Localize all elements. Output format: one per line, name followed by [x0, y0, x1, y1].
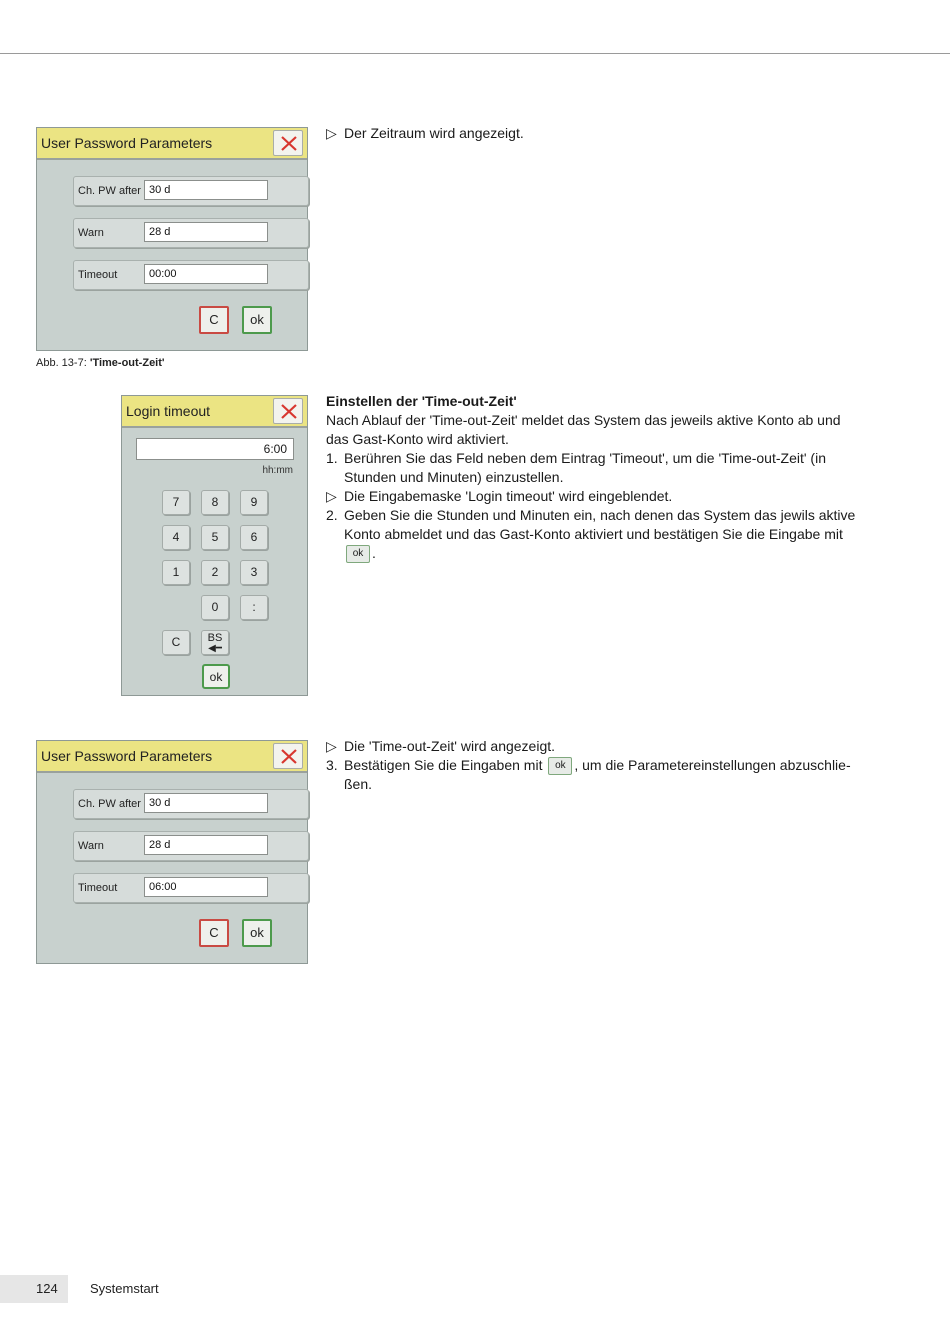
cancel-button[interactable]: C: [199, 306, 229, 334]
chapter-title: Systemstart: [90, 1281, 159, 1296]
param-row-timeout: [73, 260, 309, 290]
param-row-ch-pw-after: [73, 789, 309, 819]
dialog-header: [122, 396, 307, 428]
user-password-parameters-dialog: [36, 127, 308, 351]
inline-ok-button-icon: ok: [548, 757, 572, 775]
backspace-key[interactable]: BS ◀━: [201, 630, 229, 655]
user-password-parameters-dialog-updated: [36, 740, 308, 964]
text-block-2: [326, 392, 866, 563]
step-3: 3. Bestätigen Sie die Eingaben mit ok , um die Parametereinstellungen abzuschlie-ßen.: [326, 757, 851, 793]
param-row-ch-pw-after: [73, 176, 309, 206]
result-line: ▷ Die 'Time-out-Zeit' wird angezeigt.: [326, 738, 556, 754]
param-row-warn: [73, 218, 309, 248]
close-button[interactable]: [273, 743, 303, 769]
display-unit-label: hh:mm: [262, 465, 293, 476]
ok-button[interactable]: ok: [242, 919, 272, 947]
key-5[interactable]: 5: [201, 525, 229, 550]
key-colon[interactable]: :: [240, 595, 268, 620]
ch-pw-after-field[interactable]: 30 d: [144, 793, 268, 813]
page-number: 124: [36, 1281, 58, 1296]
dialog-header: [37, 741, 307, 773]
key-0[interactable]: 0: [201, 595, 229, 620]
result-triangle-icon: ▷: [326, 488, 337, 504]
param-label: Timeout: [78, 882, 118, 894]
param-label: Warn: [78, 227, 104, 239]
key-8[interactable]: 8: [201, 490, 229, 515]
cancel-button[interactable]: C: [199, 919, 229, 947]
intro-paragraph: Nach Ablauf der 'Time-out-Zeit' meldet das System das jeweils aktive Konto ab und das Gast-Konto wird aktiviert.: [326, 412, 841, 447]
section-heading: Einstellen der 'Time-out-Zeit': [326, 393, 517, 409]
dialog-title: User Password Parameters: [41, 748, 213, 764]
ok-key[interactable]: ok: [202, 664, 230, 689]
result-line: ▷ Der Zeitraum wird angezeigt.: [326, 125, 524, 141]
ok-button[interactable]: ok: [242, 306, 272, 334]
step-2: 2. Geben Sie die Stunden und Minuten ein, nach denen das System das jewils aktive Konto abmeldet und das Gast-Konto aktiviert und bestätigen Sie die Eingabe mit ok .: [326, 506, 866, 563]
warn-field[interactable]: 28 d: [144, 835, 268, 855]
key-4[interactable]: 4: [162, 525, 190, 550]
ch-pw-after-field[interactable]: 30 d: [144, 180, 268, 200]
timeout-field[interactable]: 06:00: [144, 877, 268, 897]
param-label: Ch. PW after: [78, 798, 141, 810]
figure-caption: Abb. 13-7: 'Time-out-Zeit': [36, 357, 165, 369]
close-button[interactable]: [273, 130, 303, 156]
result-triangle-icon: ▷: [326, 738, 337, 754]
close-icon: [280, 135, 298, 152]
warn-field[interactable]: 28 d: [144, 222, 268, 242]
result-triangle-icon: ▷: [326, 125, 337, 141]
time-display[interactable]: 6:00: [136, 438, 294, 460]
close-button[interactable]: [273, 398, 303, 424]
page-number-box: [0, 1275, 68, 1303]
text-block-1: [326, 124, 866, 143]
login-timeout-dialog: [121, 395, 308, 696]
clear-key[interactable]: C: [162, 630, 190, 655]
backspace-arrow-icon: ◀━: [208, 643, 222, 654]
param-label: Ch. PW after: [78, 185, 141, 197]
text-block-3: [326, 737, 866, 794]
key-3[interactable]: 3: [240, 560, 268, 585]
result-line: ▷ Die Eingabemaske 'Login timeout' wird eingeblendet.: [326, 488, 673, 504]
dialog-header: [37, 128, 307, 160]
close-icon: [280, 748, 298, 765]
dialog-title: Login timeout: [126, 403, 211, 419]
timeout-field[interactable]: 00:00: [144, 264, 268, 284]
key-6[interactable]: 6: [240, 525, 268, 550]
param-label: Timeout: [78, 269, 118, 281]
param-label: Warn: [78, 840, 104, 852]
key-2[interactable]: 2: [201, 560, 229, 585]
inline-ok-button-icon: ok: [346, 545, 370, 563]
header-rule: [0, 53, 950, 54]
key-7[interactable]: 7: [162, 490, 190, 515]
key-1[interactable]: 1: [162, 560, 190, 585]
close-icon: [280, 403, 298, 420]
dialog-title: User Password Parameters: [41, 135, 213, 151]
param-row-timeout: [73, 873, 309, 903]
key-9[interactable]: 9: [240, 490, 268, 515]
param-row-warn: [73, 831, 309, 861]
step-1: 1. Berühren Sie das Feld neben dem Eintrag 'Timeout', um die 'Time-out-Zeit' (in Stunden und Minuten) einzustellen.: [326, 450, 826, 485]
